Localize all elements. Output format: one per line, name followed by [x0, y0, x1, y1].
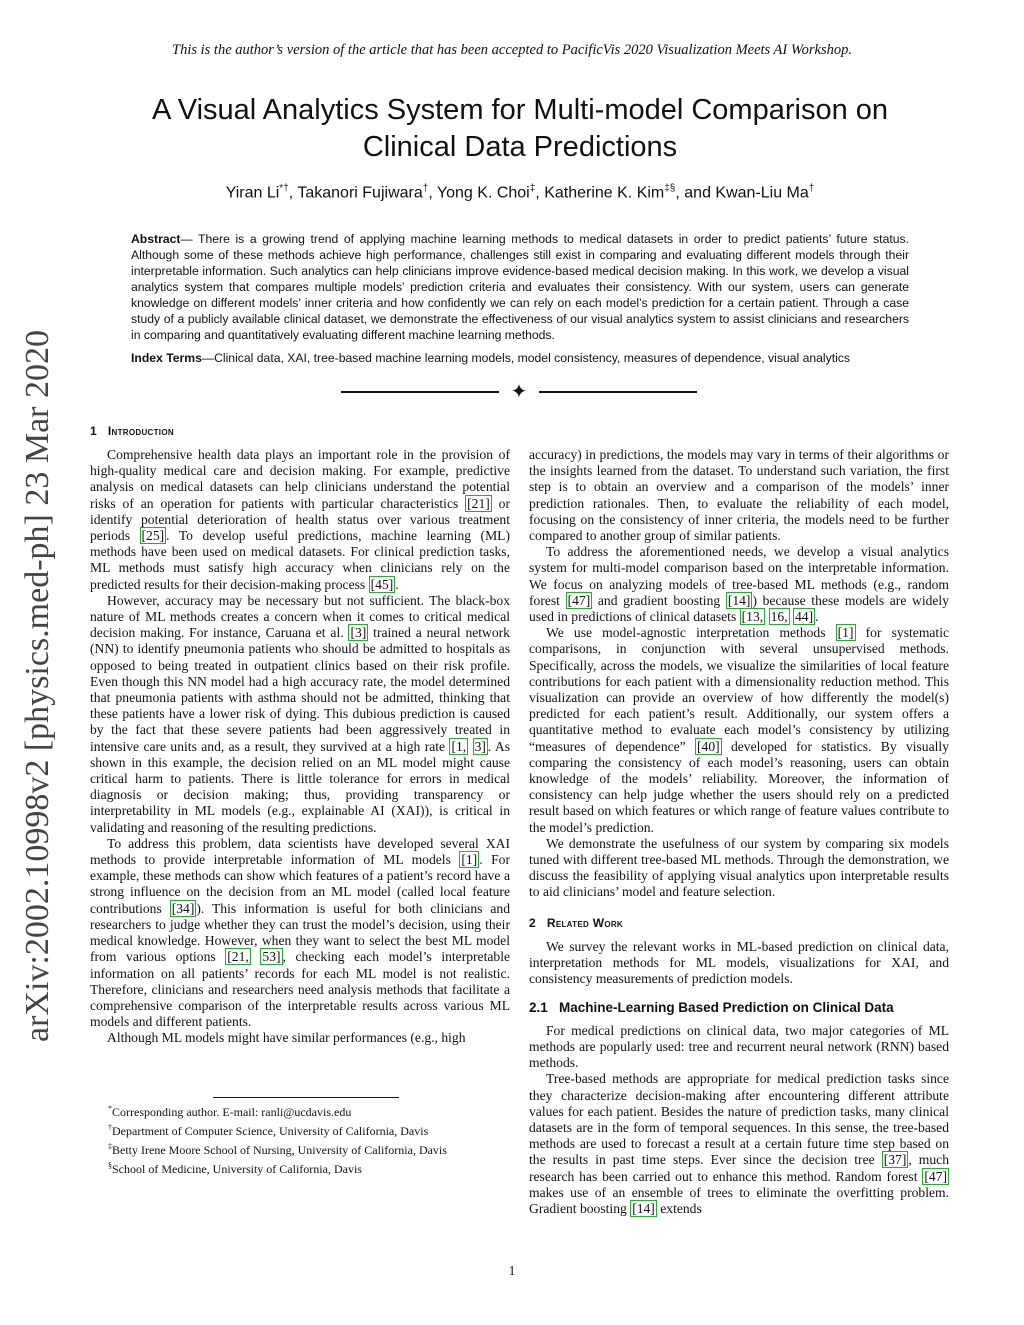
title-line-1: A Visual Analytics System for Multi-model Comparison on: [151, 94, 889, 126]
text: and gradient boosting: [592, 592, 726, 608]
footnote-text: Betty Irene Moore School of Nursing, University of California, Davis: [112, 1143, 447, 1157]
citation-link[interactable]: [1,: [451, 738, 467, 754]
text: Tree-based methods are appropriate for medical prediction tasks since they characterize decision-making after encountering different attribute values for each patient. Besides the nature of prediction tasks, many clinical datasets are in the form of temporal sequences. In this sense, the tree-based methods are used to forecast a result at a certain future time step based on the results in past time steps. Ever since the decision tree: [529, 1071, 949, 1168]
subsection-2-1-heading: [529, 1000, 949, 1016]
footnote-text: Department of Computer Science, University of California, Davis: [112, 1124, 429, 1138]
text: To address this problem, data scientists have developed several XAI methods to provide interpretable information of ML models: [90, 835, 510, 868]
footnote-text: Corresponding author. E-mail: ranli@ucdavis.edu: [112, 1105, 352, 1119]
text: . For example, these methods can show which features of a patient’s record have a strong influence on the decision from an ML model (called local feature contributions: [90, 852, 510, 916]
text: makes use of an ensemble of trees to eliminate the overfitting problem. Gradient boosting: [529, 1184, 949, 1216]
text: developed for statistics. By visually comparing the consistency of each model’s reasoning, users can obtain knowledge of the models’ reliability. Moreover, the information of consistency can help judge whether the users should rely on a predicted result based on which features or which range of feature values contribute to the model’s prediction.: [529, 738, 949, 835]
footnote-mark: †: [108, 1123, 112, 1132]
index-terms-text: —Clinical data, XAI, tree-based machine learning models, model consistency, measures of dependence, visual analytics: [201, 351, 850, 365]
author-separator: ,: [288, 184, 298, 202]
arxiv-stamp: [6, 0, 66, 1325]
page-number: 1: [508, 1263, 516, 1278]
footnote-mark: *: [108, 1104, 112, 1113]
citation-link[interactable]: [25]: [141, 528, 165, 544]
text: We use model-agnostic interpretation methods: [546, 625, 836, 641]
citation-link[interactable]: [1]: [837, 625, 854, 641]
text: . As shown in this example, the decision relied on an ML model might cause critical harm to patients. There is little tolerance for errors in medical diagnosis or decision making; thus, providing transparency or interpretability in ML models (e.g., explainable AI (XAI)), is critical in validating and reasoning of the resulting predictions.: [90, 738, 511, 835]
paragraph: [90, 836, 510, 1030]
section-title: Introduction: [107, 424, 174, 438]
text: ). This information is useful for both clinicians and researchers to judge whether they can trust the model’s decision, using their medical knowledge. However, when they want to select the best ML model from various options: [90, 900, 511, 965]
text: trained a neural network (NN) to identify pneumonia patients who should be admitted to hospitals as opposed to being treated in outpatient clinics based on their risk profile. Even though this NN model had a high accuracy rate, the model determined that pneumonia patients with asthma should not be admitted, thinking that these patients have a lower risk of dying. This dubious prediction is caused by the fact that these severe patients had been aggressively treated in intensive care units and, as a result, they survived at a high rate: [90, 625, 510, 754]
section-2-heading: [529, 915, 949, 931]
author-name: Takanori Fujiwara: [297, 184, 423, 202]
text: , checking each model’s interpretable information on all patients’ records for each ML model is not realistic. Therefore, clinicians and researchers need analysis methods that facilitate a comprehensive comparison of the interpretable results across various ML models and different patients.: [90, 949, 511, 1030]
citation-link[interactable]: [14]: [632, 1200, 655, 1216]
arxiv-stamp-text: arXiv:2002.10998v2 [physics.med-ph] 23 Mar 2020: [19, 329, 56, 1042]
separator-rule-left: [341, 391, 499, 393]
citation-link[interactable]: [40]: [697, 738, 720, 754]
footnote-mark: ‡: [108, 1142, 112, 1151]
author-list: [120, 183, 920, 202]
subsection-number: 2.1: [529, 999, 548, 1015]
abstract-label: Abstract: [131, 232, 181, 246]
title-line-2: Clinical Data Predictions: [362, 131, 678, 163]
text: for systematic comparisons, in conjunction with several unsupervised methods. Specifically, across the models, we visualize the similarities of local feature contributions for each patient with a dimensionality reduction method. This visualization can provide an overview of how differently the model(s) predicted for each patient’s result. Additionally, our system offers a quantitative method to evaluate each model’s consistency by utilizing “measures of dependence”: [529, 625, 950, 754]
index-terms: [131, 350, 909, 366]
text: To address the aforementioned needs, we develop a visual analytics system for multi-model comparison based on the interpretable information. We focus on analyzing models of tree-based ML methods (e.g., random forest: [529, 544, 949, 608]
citation-link[interactable]: [21,: [227, 949, 249, 965]
paragraph: [90, 447, 510, 593]
footnote: [108, 1139, 528, 1158]
paper-title: [120, 92, 920, 166]
text: [251, 949, 261, 964]
paragraph: Although ML models might have similar performances (e.g., high: [107, 1030, 466, 1046]
author-separator: , and: [675, 184, 716, 202]
author-affiliation-mark: ‡: [529, 183, 536, 194]
paragraph: [529, 1071, 949, 1217]
text: extends: [656, 1200, 702, 1216]
abstract: [131, 231, 909, 343]
text: , much research has been carried out to enhance this method. Random forest: [529, 1152, 950, 1184]
separator-rule-right: [539, 391, 697, 393]
section-1-heading: [90, 424, 174, 438]
citation-link[interactable]: [13,: [741, 609, 764, 625]
author-name: Yong K. Choi: [436, 184, 530, 202]
paragraph: accuracy) in predictions, the models may vary in terms of their algorithms or the insights learned from the dataset. To understand such variation, the first step is to obtain an overview and a comparison of the models’ inner prediction rationales. Then, to evaluate the reliability of each model, focusing on the consistency of inner criteria, the models need to be further compared to another group of similar patients.: [529, 447, 949, 544]
text: .: [395, 576, 399, 592]
section-title: Related Work: [546, 915, 624, 930]
footnote-rule: [213, 1097, 399, 1098]
citation-link[interactable]: 53]: [262, 949, 281, 965]
paragraph: We survey the relevant works in ML-based prediction on clinical data, interpretation methods for ML models, visualizations for XAI, and consistency measurements of prediction models.: [529, 938, 949, 987]
paragraph: For medical predictions on clinical data, two major categories of ML methods are popularly used: tree and recurrent neural network (RNN) based methods.: [529, 1022, 949, 1071]
citation-link[interactable]: [1]: [461, 852, 478, 868]
abstract-text: — There is a growing trend of applying machine learning methods to medical datasets in order to predict patients’ future status. Although some of these methods achieve high performance, challenges still exist in comparing and evaluating different models through their interpretable information. Such analytics can help clinicians improve evidence-based medical decision making. In this work, we develop a visual analytics system that compares multiple models’ prediction criteria and evaluates their consistency. With our system, users can generate knowledge on different models’ inner criteria and how confidently we can rely on each model’s prediction for a certain patient. Through a case study of a publicly available clinical dataset, we demonstrate the effectiveness of our visual analytics system to assist clinicians and researchers in comparing and quantitatively evaluating different machine learning methods.: [131, 232, 909, 342]
left-column: [90, 447, 510, 1047]
author-name: Kwan-Liu Ma: [715, 184, 809, 202]
citation-link[interactable]: [14]: [727, 592, 751, 608]
footnote: [108, 1158, 528, 1177]
text: However, accuracy may be necessary but not sufficient. The black-box nature of ML methods creates a concern when it comes to critical medical decision making. For instance, Caruana et al.: [90, 592, 510, 641]
citation-link[interactable]: 44]: [795, 609, 814, 625]
citation-link[interactable]: [47]: [924, 1168, 947, 1184]
footnote-text: School of Medicine, University of California, Davis: [112, 1162, 362, 1176]
paragraph: [529, 544, 949, 625]
author-name: Katherine K. Kim: [544, 184, 665, 202]
author-name: Yiran Li: [225, 184, 280, 202]
footnote: [108, 1101, 528, 1120]
paragraph: [90, 593, 510, 836]
text: or identify potential deterioration of health status over various treatment periods: [90, 495, 510, 544]
paragraph: We demonstrate the usefulness of our system by comparing six models tuned with different tree-based ML methods. Through the demonstration, we discuss the feasibility of applying visual analytics upon interpretable results to aid clinicians’ model and feature selection.: [529, 835, 949, 900]
author-affiliation-mark: †: [808, 183, 815, 194]
author-separator: ,: [428, 184, 437, 202]
subsection-title: Machine-Learning Based Prediction on Clinical Data: [559, 999, 894, 1015]
footnote-mark: §: [108, 1161, 112, 1170]
citation-link[interactable]: [34]: [171, 900, 195, 916]
citation-link[interactable]: [45]: [370, 576, 394, 592]
citation-link[interactable]: [3]: [350, 625, 367, 641]
text: ) because these models are widely used in predictions of clinical datasets: [529, 592, 949, 625]
citation-link[interactable]: 16,: [770, 609, 788, 625]
separator-star-icon: ✦: [510, 381, 528, 403]
author-affiliation-mark: †: [422, 183, 429, 194]
footnote: [108, 1120, 528, 1139]
citation-link[interactable]: [37]: [883, 1152, 907, 1168]
index-terms-label: Index Terms: [131, 351, 202, 365]
citation-link[interactable]: [21]: [467, 495, 490, 511]
text: Comprehensive health data plays an important role in the provision of high-quality medical care and decision making. For example, predictive analysis on medical datasets can help clinicians understand the potential risks of an operation for patients with particular characteristics: [90, 447, 510, 511]
publication-notice: This is the author’s version of the article that has been accepted to PacificVis 2020 Visualization Meets AI Workshop.: [172, 42, 852, 58]
right-column: [529, 447, 949, 1217]
citation-link[interactable]: 3]: [474, 738, 486, 754]
citation-link[interactable]: [47]: [567, 592, 591, 608]
text: [468, 739, 472, 754]
author-affiliation-mark: *†: [279, 183, 289, 194]
paragraph: [529, 625, 949, 836]
author-separator: ,: [535, 184, 545, 202]
section-number: 2: [529, 915, 536, 930]
text: .: [815, 609, 819, 625]
author-affiliation-mark: ‡§: [664, 183, 676, 194]
text: . To develop useful predictions, machine learning (ML) methods have been used on medical datasets. For clinical prediction tasks, ML methods must satisfy high accuracy when clinicians rely on the predicted results for their decision-making process: [90, 528, 510, 592]
section-number: 1: [90, 424, 97, 438]
footnotes: [108, 1101, 528, 1177]
